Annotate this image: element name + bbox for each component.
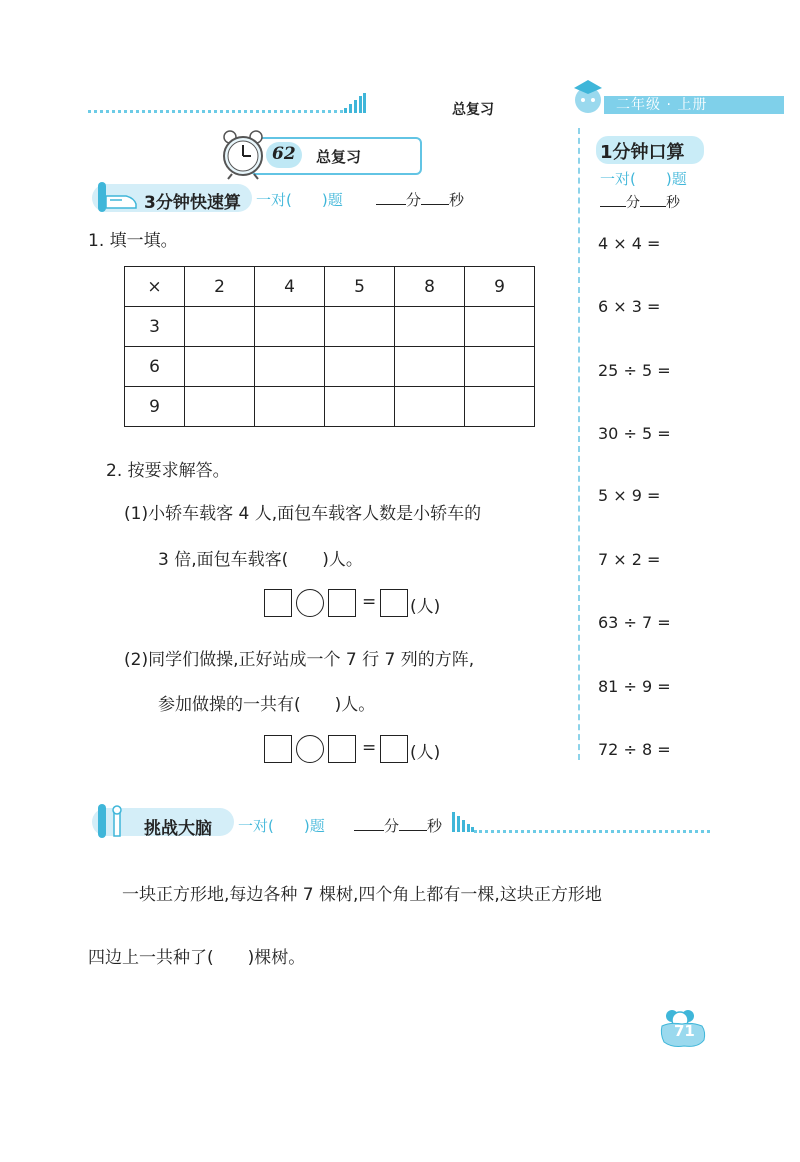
student-mascot-icon xyxy=(566,76,610,120)
oral-title: 1分钟口算 xyxy=(600,142,685,163)
answer-cell[interactable] xyxy=(255,347,325,387)
q2-part2-line1: (2)同学们做操,正好站成一个 7 行 7 列的方阵, xyxy=(124,650,475,670)
table-header-cell: 8 xyxy=(395,267,465,307)
table-header-cell: 4 xyxy=(255,267,325,307)
answer-cell[interactable] xyxy=(325,347,395,387)
unit-label: (人) xyxy=(410,597,441,617)
equals-sign: = xyxy=(362,592,377,612)
column-divider xyxy=(578,128,580,760)
equals-sign: = xyxy=(362,738,377,758)
challenge-sec-label: 秒 xyxy=(427,817,443,835)
operator-circle[interactable] xyxy=(296,589,324,617)
giraffe-icon xyxy=(92,802,136,840)
table-header-cell: 5 xyxy=(325,267,395,307)
answer-cell[interactable] xyxy=(465,387,535,427)
oral-correct-count: 一对( )题 xyxy=(600,170,687,188)
challenge-bars-decoration xyxy=(452,812,474,832)
table-row xyxy=(125,387,535,427)
table-row xyxy=(125,347,535,387)
oral-question: 72 ÷ 8 = xyxy=(598,740,671,759)
unit-label: (人) xyxy=(410,743,441,763)
q2-part1-line1: (1)小轿车载客 4 人,面包车载客人数是小轿车的 xyxy=(124,504,482,524)
answer-box[interactable] xyxy=(264,589,292,617)
page-number: 71 xyxy=(674,1022,695,1040)
quick-min-label: 分 xyxy=(406,191,422,209)
challenge-min-label: 分 xyxy=(384,817,400,835)
table-row-header: 6 xyxy=(125,347,185,387)
oral-sec-label: 秒 xyxy=(666,195,680,211)
oral-question: 81 ÷ 9 = xyxy=(598,677,671,696)
answer-box[interactable] xyxy=(328,589,356,617)
answer-cell[interactable] xyxy=(255,387,325,427)
answer-box[interactable] xyxy=(264,735,292,763)
table-row xyxy=(125,307,535,347)
alarm-clock-icon xyxy=(218,128,268,180)
oral-question: 25 ÷ 5 = xyxy=(598,361,671,380)
oral-question: 5 × 9 = xyxy=(598,486,661,505)
challenge-time xyxy=(354,815,442,836)
multiplication-table xyxy=(124,266,535,427)
table-header-cell: 2 xyxy=(185,267,255,307)
answer-cell[interactable] xyxy=(185,307,255,347)
answer-cell[interactable] xyxy=(465,307,535,347)
oral-question: 6 × 3 = xyxy=(598,297,661,316)
result-box[interactable] xyxy=(380,589,408,617)
lesson-number: 62 xyxy=(272,144,296,164)
table-header-cell: 9 xyxy=(465,267,535,307)
answer-cell[interactable] xyxy=(395,307,465,347)
answer-cell[interactable] xyxy=(395,387,465,427)
operator-circle[interactable] xyxy=(296,735,324,763)
quick-correct-count: 一对( )题 xyxy=(256,191,343,209)
q1-label: 1. 填一填。 xyxy=(88,231,178,251)
lesson-title: 总复习 xyxy=(316,148,362,166)
answer-cell[interactable] xyxy=(185,387,255,427)
header-title: 总复习 xyxy=(452,102,494,118)
challenge-line1: 一块正方形地,每边各种 7 棵树,四个角上都有一棵,这块正方形地 xyxy=(122,885,602,905)
quick-section-title: 3分钟快速算 xyxy=(144,193,241,213)
result-box[interactable] xyxy=(380,735,408,763)
oral-question: 7 × 2 = xyxy=(598,550,661,569)
grade-label: 二年级 · 上册 xyxy=(616,97,708,113)
q2-part2-line2: 参加做操的一共有( )人。 xyxy=(158,695,376,715)
answer-cell[interactable] xyxy=(395,347,465,387)
oral-time xyxy=(600,192,680,212)
answer-box[interactable] xyxy=(328,735,356,763)
oral-question: 63 ÷ 7 = xyxy=(598,613,671,632)
oral-question: 4 × 4 = xyxy=(598,234,661,253)
challenge-correct-count: 一对( )题 xyxy=(238,817,325,835)
challenge-line2: 四边上一共种了( )棵树。 xyxy=(88,948,306,968)
challenge-dotted-rule xyxy=(474,830,710,833)
quick-sec-label: 秒 xyxy=(449,191,465,209)
header-bars-decoration xyxy=(344,93,366,113)
q2-label: 2. 按要求解答。 xyxy=(106,461,230,481)
answer-cell[interactable] xyxy=(255,307,325,347)
table-row-header: 3 xyxy=(125,307,185,347)
answer-cell[interactable] xyxy=(325,307,395,347)
table-row-header: 9 xyxy=(125,387,185,427)
answer-cell[interactable] xyxy=(465,347,535,387)
table-header-cell: × xyxy=(125,267,185,307)
challenge-section-title: 挑战大脑 xyxy=(144,819,212,839)
oral-question: 30 ÷ 5 = xyxy=(598,424,671,443)
answer-cell[interactable] xyxy=(185,347,255,387)
table-header-row xyxy=(125,267,535,307)
header-dotted-rule xyxy=(88,110,343,113)
quick-time xyxy=(376,189,464,210)
answer-cell[interactable] xyxy=(325,387,395,427)
running-shoe-icon xyxy=(92,180,140,214)
oral-min-label: 分 xyxy=(626,195,640,211)
q2-part1-line2: 3 倍,面包车载客( )人。 xyxy=(158,550,363,570)
